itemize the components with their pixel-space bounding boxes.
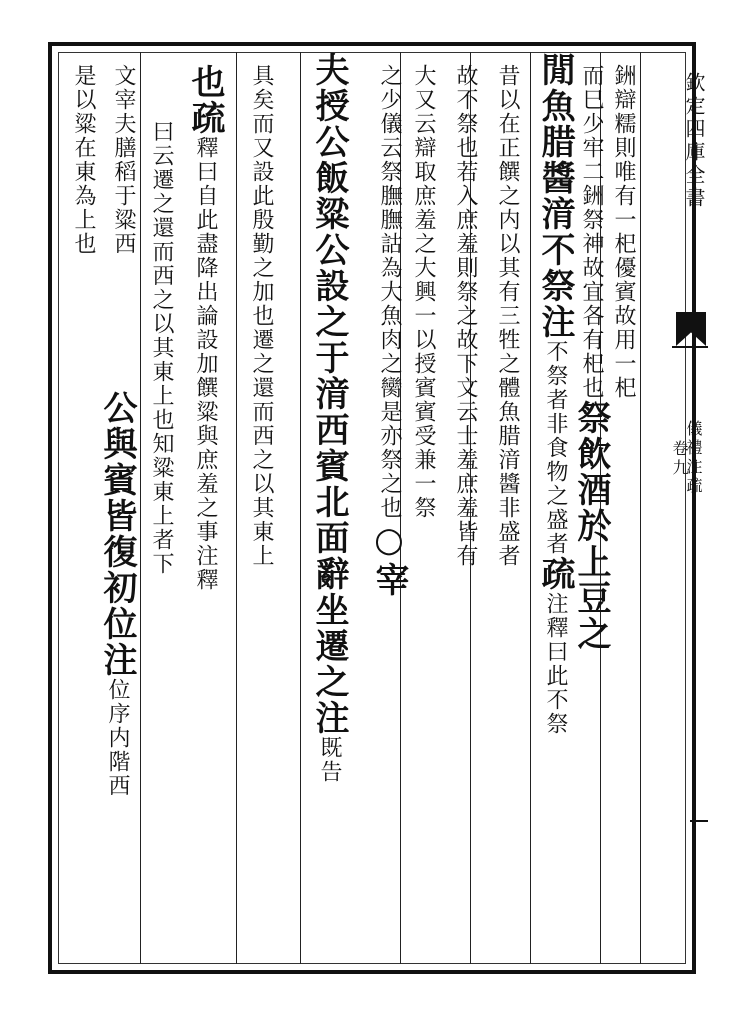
text-column	[185, 64, 225, 592]
text-column	[412, 64, 434, 520]
text-column	[612, 64, 634, 400]
text-column	[535, 52, 575, 736]
text-column	[454, 64, 476, 568]
text-column	[571, 64, 611, 652]
text-column	[250, 64, 272, 568]
text-column	[150, 120, 172, 576]
commentary-text: 大又云辯取庶羞之大興一以授賓賓受兼一祭	[411, 64, 436, 520]
commentary-text: 曰云遷之還而西之以其東上也知粱東上者下	[149, 120, 174, 576]
column-rule	[300, 52, 301, 964]
text-column	[72, 64, 94, 256]
commentary-text: 銂辯糯則唯有一𣏌優賓故用一𣏌	[611, 64, 636, 400]
commentary-text: 具矣而又設此殷勤之加也遷之還而西之以其東上	[249, 64, 274, 568]
volume-title: 儀禮注疏	[684, 420, 703, 496]
text-column	[97, 390, 137, 798]
commentary-text: 注釋曰此不祭	[543, 592, 568, 736]
text-column	[309, 52, 349, 784]
column-rule	[640, 52, 641, 964]
text-column	[369, 64, 409, 598]
commentary-text: 文宰夫膳稻于粱西	[111, 64, 136, 256]
commentary-text: 不祭者非食物之盛者	[543, 340, 568, 556]
column-rule	[530, 52, 531, 964]
fishtail-rule	[672, 346, 708, 348]
commentary-text: 是以粱在東為上也	[71, 64, 96, 256]
margin-mark	[690, 820, 708, 822]
text-column	[496, 64, 518, 568]
main-text: 夫授公飯粱公設之于湇西賓北面辭坐遷之注	[309, 52, 349, 736]
column-rule	[140, 52, 141, 964]
commentary-text: 之少儀云祭膴膴詁為大魚肉之臠是亦祭之也	[377, 64, 402, 520]
text-column	[112, 64, 134, 256]
commentary-text: 而巳少牢二銂祭神故宜各有𣏌也	[579, 64, 604, 400]
volume-number: 卷九	[670, 440, 689, 478]
main-text: 疏	[535, 556, 575, 592]
commentary-text: 昔以在正饌之内以其有三牲之體魚腊湇醬非盛者	[495, 64, 520, 568]
book-title: 欽定四庫全書	[682, 72, 706, 210]
commentary-text: 故不祭也若入庶羞則祭之故下文云士羞庶羞皆有	[453, 64, 478, 568]
commentary-text: 既告	[317, 736, 342, 784]
commentary-text: 釋曰自此盡降出論設加饌粱與庶羞之事注釋	[193, 136, 218, 592]
main-text: ○宰	[369, 520, 409, 598]
main-text: 閒魚腊醬湇不祭注	[535, 52, 575, 340]
main-text: 也疏	[185, 64, 225, 136]
main-text: 祭飲酒於上豆之	[571, 400, 611, 652]
commentary-text: 位序内階西	[105, 678, 130, 798]
main-text: 公與賓皆復初位注	[97, 390, 137, 678]
column-rule	[236, 52, 237, 964]
